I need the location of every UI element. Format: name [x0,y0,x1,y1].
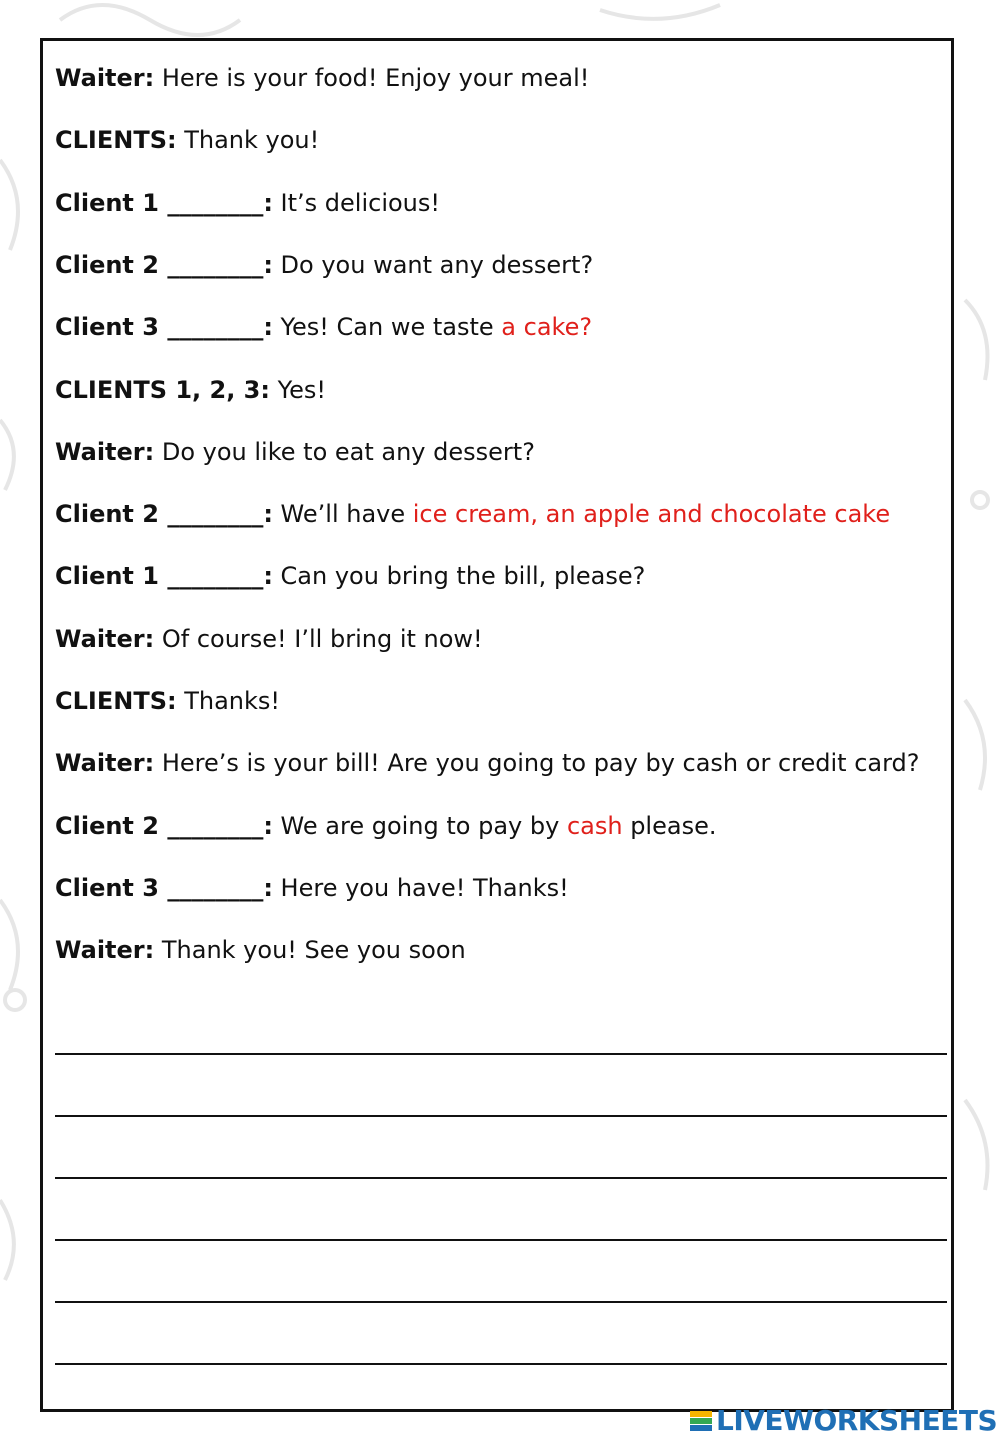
writing-line[interactable] [55,1239,947,1241]
speaker-label: Client 1 [55,562,159,591]
liveworksheets-logo-icon [690,1411,712,1431]
dialogue-line [55,437,535,467]
dialogue-line [55,188,440,218]
speaker-label: CLIENTS 1, 2, 3: [55,375,270,404]
dialogue-line [55,312,592,342]
dialogue-text: Of course! I’ll bring it now! [154,624,483,653]
dialogue-text: Here’s is your bill! Are you going to pay by cash or credit card? [154,749,920,778]
speaker-label: Waiter: [55,936,155,965]
dialogue-line [55,873,569,903]
dialogue-text: Thank you! See you soon [154,936,466,965]
dialogue-text: Thanks! [176,687,281,715]
writing-line[interactable] [55,1177,947,1179]
dialogue-line [55,125,319,155]
dialogue-line [55,624,483,654]
answer-blank[interactable]: ________: [158,500,273,529]
answer-blank[interactable]: ________: [158,313,273,342]
speaker-label: Waiter: [55,64,155,92]
dialogue-text: Yes! [269,375,326,404]
writing-line[interactable] [55,1363,947,1365]
speaker-label: Waiter: [55,624,155,653]
dialogue-line [55,686,280,716]
dialogue-line [55,561,645,591]
dialogue-text: Do you want any dessert? [272,250,594,279]
highlighted-text: ice cream, an apple and chocolate cake [412,500,891,529]
worksheet-frame [40,38,954,1412]
dialogue-text: Thank you! [176,126,320,155]
speaker-label: Client 2 [55,500,159,529]
dialogue-line [55,811,716,841]
dialogue-text-after: please. [622,811,717,840]
answer-blank[interactable]: ________: [158,562,273,591]
speaker-label: Waiter: [55,749,155,778]
dialogue-text: It’s delicious! [272,188,441,217]
highlighted-text: cash [566,811,623,840]
speaker-label: CLIENTS: [55,687,177,715]
brand-name: LIVEWORKSHEETS [716,1404,998,1437]
dialogue-line [55,250,593,280]
writing-line[interactable] [55,1053,947,1055]
speaker-label: Client 2 [55,811,159,840]
dialogue-line [55,375,326,405]
dialogue-text: Here is your food! Enjoy your meal! [154,64,590,92]
writing-line[interactable] [55,1301,947,1303]
dialogue-text: Do you like to eat any dessert? [154,437,535,466]
dialogue-text: We’ll have [272,500,413,529]
dialogue-text: We are going to pay by [272,811,567,840]
answer-blank[interactable]: ________: [158,811,273,840]
answer-blank[interactable]: ________: [158,250,273,279]
writing-line[interactable] [55,1115,947,1117]
dialogue-line [55,499,890,529]
dialogue-line [55,935,466,965]
dialogue-line [55,748,920,778]
speaker-label: Client 3 [55,873,159,902]
dialogue-text: Yes! Can we taste [272,313,502,342]
speaker-label: Client 3 [55,313,159,342]
dialogue-text: Can you bring the bill, please? [272,562,646,591]
speaker-label: Client 1 [55,188,159,217]
answer-blank[interactable]: ________: [158,188,273,217]
speaker-label: CLIENTS: [55,126,177,155]
speaker-label: Waiter: [55,437,155,466]
speaker-label: Client 2 [55,250,159,279]
highlighted-text: a cake? [501,313,593,342]
answer-blank[interactable]: ________: [158,873,273,902]
dialogue-line [55,63,589,93]
dialogue-text: Here you have! Thanks! [272,873,569,902]
liveworksheets-watermark [690,1404,997,1437]
